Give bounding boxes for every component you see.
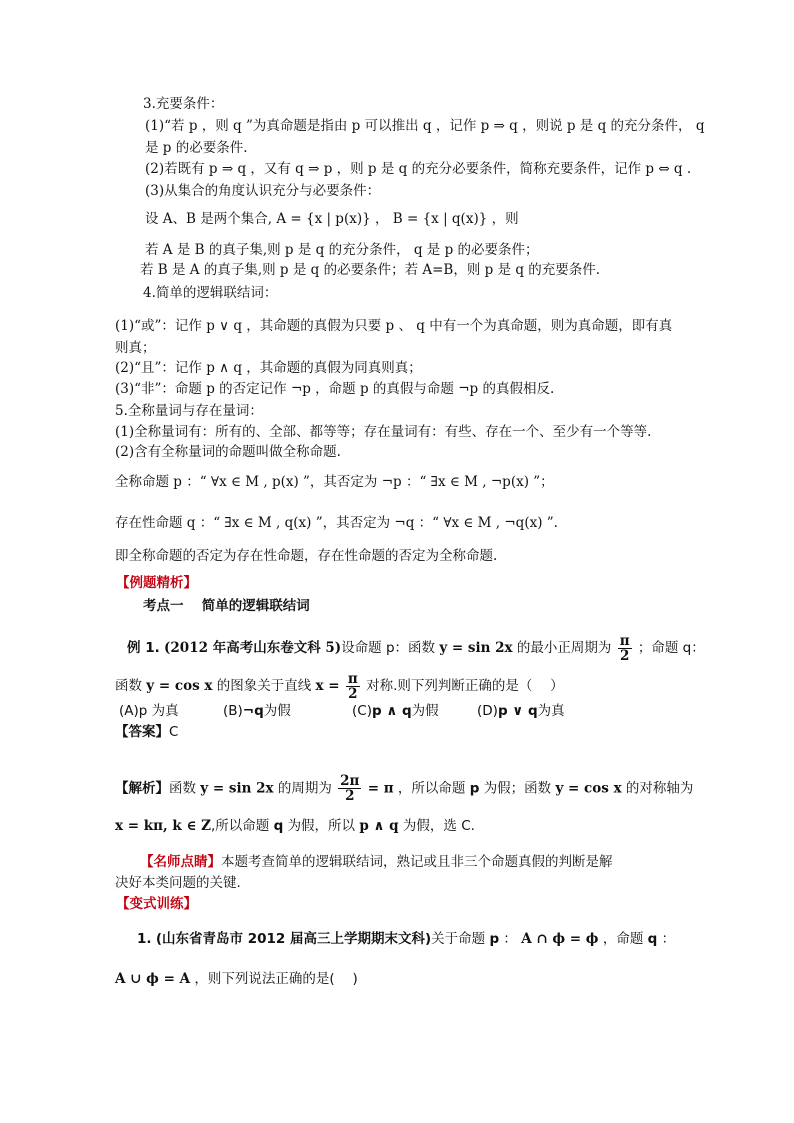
explanation-line-2: x = kπ, k ∈ Z,所以命题 q 为假，所以 p ∧ q 为假，选 C. — [115, 818, 475, 834]
option-c: (C)p ∧ q为假 — [352, 703, 439, 719]
explanation-eq-sin2x: y = sin 2x — [200, 780, 274, 797]
symbol-q: q — [273, 818, 284, 834]
answer-line — [115, 722, 178, 742]
section-5-line-1: (1)全称量词有：所有的、全部、都等等；存在量词有：有些、存在一个、至少有一个等等. — [115, 424, 652, 440]
teacher-note-line-2: 决好本类问题的关键. — [115, 875, 241, 891]
explanation-label: 【解析】 — [115, 780, 169, 797]
example-analysis-header: 【例题精析】 — [116, 575, 197, 591]
section-3-line-3: (2)若既有 p ⇒ q ，又有 q ⇒ p ，则 p 是 q 的充分必要条件，简称充要条件，记作 p ⇔ q . — [145, 161, 692, 177]
section-5-line-2: (2)含有全称量词的命题叫做全称命题. — [115, 444, 341, 460]
explanation-line-1: 【解析】函数 y = sin 2x 的周期为 $\frac{2\pi}{2}$ = π ，所以命题 p 为假；函数 y = cos x 的对称轴为 — [115, 773, 694, 804]
variant-1-line-2: A ∪ ϕ = A ，则下列说法正确的是( ) — [115, 971, 358, 987]
teacher-note-line-1: 【名师点睛】本题考查简单的逻辑联结词，熟记或且非三个命题真假的判断是解 — [140, 854, 613, 870]
example-1-eq-x: x = — [315, 678, 340, 694]
answer-label: 【答案】 — [115, 724, 169, 740]
explanation-eq-axis: x = kπ, k ∈ Z — [115, 818, 211, 834]
variant-1-source: (山东省青岛市 2012 届高三上学期期末文科) — [155, 931, 432, 947]
fraction-pi-over-2-b: $\frac{\pi}{2}$ — [347, 671, 358, 702]
section-3-line-2: 是 p 的必要条件. — [145, 140, 248, 156]
section-5-heading: 5.全称量词与存在量词： — [115, 403, 263, 419]
section-5-line-4: 存在性命题 q ：“ ∃x ∈ M , q(x) ”，其否定为 ¬q ：“ ∀x ∈ M , ¬q(x) ”. — [115, 515, 558, 531]
section-4-line-1: (1)“或”：记作 p ∨ q ，其命题的真假为只要 p 、 q 中有一个为真命题，则为真命题，即有真 — [115, 318, 673, 334]
explanation-eq-cosx: y = cos x — [555, 780, 622, 797]
example-1-text-1: 设命题 p：函数 — [341, 640, 436, 656]
section-4-line-3: (2)“且”：记作 p ∧ q ，其命题的真假为同真则真； — [115, 360, 422, 376]
answer-value: C — [169, 724, 179, 740]
example-1-eq-sin2x: y = sin 2x — [439, 640, 513, 656]
example-1-line-2 — [115, 672, 564, 701]
fraction-2pi-over-2: $\frac{2\pi}{2}$ — [340, 773, 360, 804]
topic-heading: 考点一 简单的逻辑联结词 — [143, 598, 310, 614]
option-a: (A)p 为真 — [119, 703, 179, 719]
section-3-line-5: 设 A、B 是两个集合, A = {x | p(x)} ， B = {x | q(x)} ，则 — [145, 211, 519, 227]
section-3-line-7: 若 B 是 A 的真子集,则 p 是 q 的必要条件；若 A=B，则 p 是 q 的充要条件. — [140, 262, 601, 278]
variant-1-line-1: 1. (山东省青岛市 2012 届高三上学期期末文科)关于命题 p ： A ∩ ϕ = ϕ ，命题 q ： — [137, 931, 676, 947]
example-1-label: 例 1. — [127, 640, 160, 656]
example-1-text-2: 的最小正周期为 — [516, 640, 612, 656]
option-b: (B)¬q为假 — [223, 703, 291, 719]
fraction-pi-over-2: $\frac{\pi}{2}$ — [619, 633, 630, 664]
section-3-line-4: (3)从集合的角度认识充分与必要条件： — [145, 183, 381, 199]
variant-1-eq-union: A ∪ ϕ = A — [115, 971, 191, 987]
variant-1-eq-intersection: A ∩ ϕ = ϕ — [521, 931, 599, 947]
section-4-line-4: (3)“非”：命题 p 的否定记作 ¬p ，命题 p 的真假与命题 ¬p 的真假相反. — [115, 381, 555, 397]
symbol-p: p — [469, 780, 480, 797]
section-4-line-2: 则真； — [115, 340, 156, 356]
section-5-line-3: 全称命题 p ：“ ∀x ∈ M , p(x) ”，其否定为 ¬p ：“ ∃x ∈ M , ¬p(x) ”； — [115, 474, 554, 490]
section-3-line-1: (1)“若 p ，则 q ”为真命题是指由 p 可以推出 q ，记作 p ⇒ q ，则说 p 是 q 的充分条件， q — [145, 118, 705, 134]
option-d: (D)p ∨ q为真 — [477, 703, 565, 719]
explanation-eq-pi: = π — [367, 780, 394, 797]
example-1-eq-cosx: y = cos x — [146, 678, 213, 694]
example-1-source: (2012 年高考山东卷文科 5) — [164, 640, 342, 656]
example-1-text-3: ；命题 q： — [637, 640, 705, 656]
section-5-line-5: 即全称命题的否定为存在性命题，存在性命题的否定为全称命题. — [115, 548, 498, 564]
variant-training-header: 【变式训练】 — [116, 896, 197, 912]
teacher-note-label: 【名师点睛】 — [140, 854, 221, 870]
example-1-text-4: 函数 — [115, 678, 142, 694]
example-1-line-1 — [127, 634, 705, 663]
section-3-heading: 3.充要条件： — [143, 96, 224, 112]
section-4-heading: 4.简单的逻辑联结词： — [143, 285, 278, 301]
symbol-p-and-q: p ∧ q — [359, 818, 399, 834]
example-1-text-6: 对称.则下列判断正确的是（ ） — [366, 678, 564, 694]
example-1-text-5: 的图象关于直线 — [216, 678, 312, 694]
section-3-line-6: 若 A 是 B 的真子集,则 p 是 q 的充分条件， q 是 p 的必要条件； — [145, 242, 539, 258]
